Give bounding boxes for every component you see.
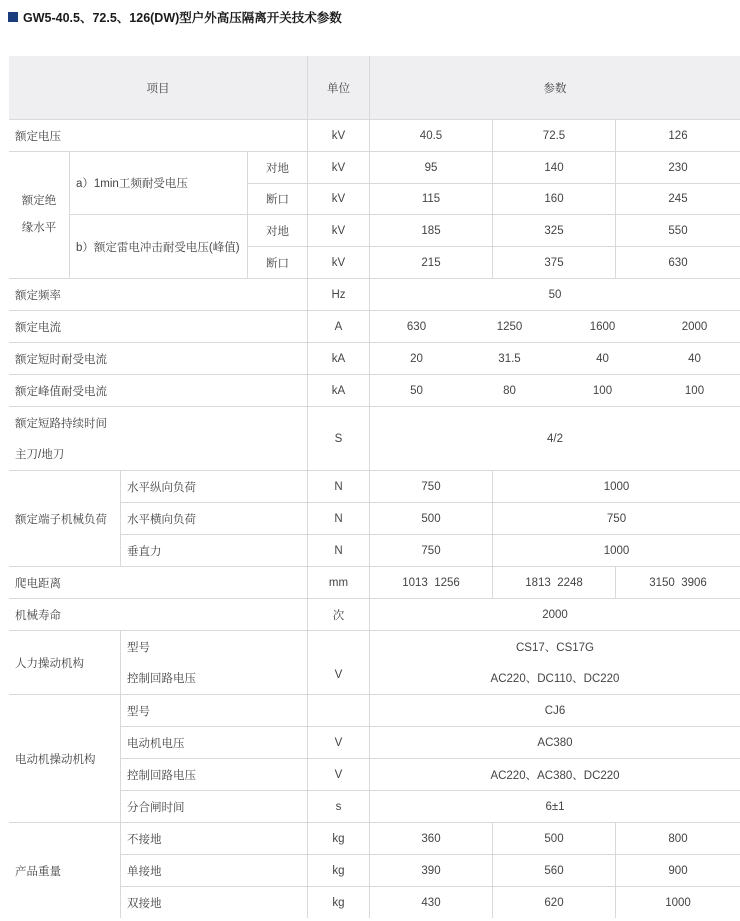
terminal-row-value: 500	[369, 502, 492, 534]
pf-break-value: 115	[369, 183, 492, 214]
insulation-label	[9, 151, 69, 278]
weight-row-value: 800	[615, 822, 740, 854]
duration-value: 4/2	[369, 406, 740, 470]
title-text: GW5-40.5、72.5、126(DW)型户外高压隔离开关技术参数	[23, 11, 342, 25]
rated-voltage-unit: kV	[307, 119, 369, 151]
li-break-unit: kV	[307, 246, 369, 278]
creepage-label: 爬电距离	[9, 566, 307, 598]
life-unit: 次	[307, 598, 369, 630]
li-break-value: 375	[492, 246, 615, 278]
lightning-impulse-label: b）额定雷电冲击耐受电压(峰值)	[69, 214, 247, 278]
creepage-unit: mm	[307, 566, 369, 598]
pf-break-value: 160	[492, 183, 615, 214]
terminal-row-unit: N	[307, 502, 369, 534]
current-value: 630	[369, 310, 463, 342]
header-unit: 单位	[307, 56, 369, 119]
terminal-row-name: 水平纵向负荷	[120, 470, 307, 502]
pf-ground-value: 230	[615, 151, 740, 183]
pf-ground-value: 95	[369, 151, 492, 183]
short-time-label: 额定短时耐受电流	[9, 342, 307, 374]
li-break-value: 630	[615, 246, 740, 278]
manual-mechanism-label: 人力操动机构	[9, 630, 120, 694]
motor-voltage-label: 电动机电压	[120, 726, 307, 758]
current-label: 额定电流	[9, 310, 307, 342]
manual-unit-cell	[307, 630, 369, 694]
li-break-value: 215	[369, 246, 492, 278]
duration-label-line2: 主刀/地刀	[15, 449, 65, 461]
pf-ground-value: 140	[492, 151, 615, 183]
pf-break-label: 断口	[247, 183, 307, 214]
weight-row-value: 620	[492, 886, 615, 918]
short-time-value: 20	[369, 342, 463, 374]
pf-ground-label: 对地	[247, 151, 307, 183]
power-frequency-label: a）1min工频耐受电压	[69, 151, 247, 214]
rated-voltage-value: 126	[615, 119, 740, 151]
manual-ctrl-unit: V	[334, 669, 343, 681]
motor-time-value: 6±1	[369, 790, 740, 822]
li-ground-value: 325	[492, 214, 615, 246]
creepage-value: 3150 3906	[615, 566, 740, 598]
terminal-row-value: 1000	[492, 534, 740, 566]
manual-model-label: 型号	[120, 630, 307, 662]
peak-value: 50	[369, 374, 463, 406]
rated-voltage-value: 40.5	[369, 119, 492, 151]
terminal-load-label: 额定端子机械负荷	[9, 470, 120, 566]
peak-value: 80	[463, 374, 556, 406]
motor-time-unit: s	[307, 790, 369, 822]
manual-model-value: CS17、CS17G	[369, 630, 740, 662]
short-time-unit: kA	[307, 342, 369, 374]
header-item: 项目	[9, 56, 307, 119]
motor-model-label: 型号	[120, 694, 307, 726]
duration-unit: S	[307, 406, 369, 470]
terminal-row-unit: N	[307, 534, 369, 566]
life-value: 2000	[369, 598, 740, 630]
motor-ctrl-value: AC220、AC380、DC220	[369, 758, 740, 790]
duration-label-line1: 额定短路持续时间	[9, 406, 307, 438]
weight-row-unit: kg	[307, 822, 369, 854]
short-time-value: 40	[649, 342, 740, 374]
peak-value: 100	[649, 374, 740, 406]
current-unit: A	[307, 310, 369, 342]
peak-label: 额定峰值耐受电流	[9, 374, 307, 406]
weight-row-value: 500	[492, 822, 615, 854]
insulation-label-line2: 缘水平	[21, 222, 57, 234]
pf-break-value: 245	[615, 183, 740, 214]
short-time-value: 31.5	[463, 342, 556, 374]
terminal-row-value: 750	[369, 470, 492, 502]
weight-row-value: 360	[369, 822, 492, 854]
li-ground-label: 对地	[247, 214, 307, 246]
creepage-value: 1013 1256	[369, 566, 492, 598]
manual-ctrl-value: AC220、DC110、DC220	[369, 662, 740, 694]
manual-ctrl-label: 控制回路电压	[120, 662, 307, 694]
weight-row-unit: kg	[307, 854, 369, 886]
li-break-label: 断口	[247, 246, 307, 278]
li-ground-value: 185	[369, 214, 492, 246]
motor-model-value: CJ6	[369, 694, 740, 726]
li-ground-value: 550	[615, 214, 740, 246]
weight-row-value: 560	[492, 854, 615, 886]
life-label: 机械寿命	[9, 598, 307, 630]
terminal-row-name: 水平横向负荷	[120, 502, 307, 534]
motor-ctrl-label: 控制回路电压	[120, 758, 307, 790]
weight-label: 产品重量	[9, 822, 120, 918]
frequency-value: 50	[369, 278, 740, 310]
motor-model-unit	[307, 694, 369, 726]
terminal-row-value: 1000	[492, 470, 740, 502]
weight-row-value: 390	[369, 854, 492, 886]
weight-row-value: 430	[369, 886, 492, 918]
weight-row-name: 双接地	[120, 886, 307, 918]
page-title	[8, 7, 342, 27]
spec-table	[9, 56, 740, 918]
rated-voltage-value: 72.5	[492, 119, 615, 151]
current-value: 1600	[556, 310, 649, 342]
li-ground-unit: kV	[307, 214, 369, 246]
motor-voltage-value: AC380	[369, 726, 740, 758]
terminal-row-value: 750	[369, 534, 492, 566]
creepage-value: 1813 2248	[492, 566, 615, 598]
title-square-icon	[8, 12, 18, 22]
terminal-row-value: 750	[492, 502, 740, 534]
pf-ground-unit: kV	[307, 151, 369, 183]
pf-break-unit: kV	[307, 183, 369, 214]
weight-row-unit: kg	[307, 886, 369, 918]
motor-ctrl-unit: V	[307, 758, 369, 790]
terminal-row-name: 垂直力	[120, 534, 307, 566]
frequency-label: 额定频率	[9, 278, 307, 310]
weight-row-value: 900	[615, 854, 740, 886]
insulation-label-line1: 额定绝	[21, 195, 57, 207]
motor-mechanism-label: 电动机操动机构	[9, 694, 120, 822]
weight-row-value: 1000	[615, 886, 740, 918]
peak-unit: kA	[307, 374, 369, 406]
motor-voltage-unit: V	[307, 726, 369, 758]
current-value: 2000	[649, 310, 740, 342]
short-time-value: 40	[556, 342, 649, 374]
weight-row-name: 单接地	[120, 854, 307, 886]
rated-voltage-label: 额定电压	[9, 119, 307, 151]
motor-time-label: 分合闸时间	[120, 790, 307, 822]
header-params: 参数	[369, 56, 740, 119]
terminal-row-unit: N	[307, 470, 369, 502]
current-value: 1250	[463, 310, 556, 342]
peak-value: 100	[556, 374, 649, 406]
frequency-unit: Hz	[307, 278, 369, 310]
weight-row-name: 不接地	[120, 822, 307, 854]
